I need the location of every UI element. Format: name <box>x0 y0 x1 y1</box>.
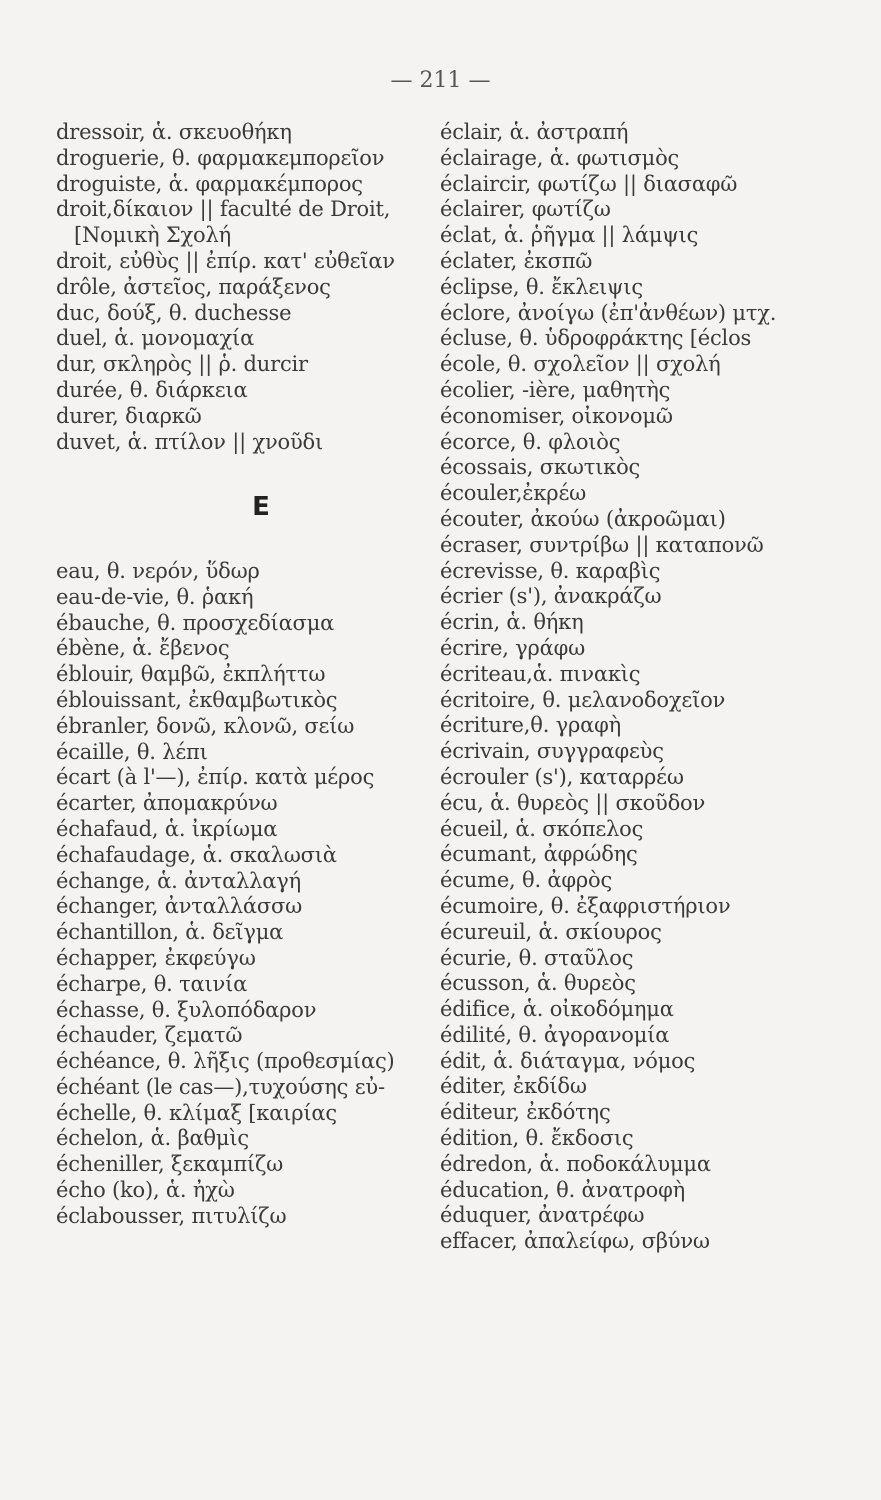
dictionary-entry: éclipse, θ. ἔκλειψις <box>440 274 643 299</box>
dictionary-entry: eau-de-vie, θ. ῥακή <box>56 584 254 609</box>
dictionary-entry: duc, δούξ, θ. duchesse <box>56 300 292 325</box>
dictionary-entry: droguiste, ἁ. φαρμακέμπορος <box>56 171 363 196</box>
dictionary-entry: ébauche, θ. προσχεδίασμα <box>56 610 335 635</box>
dictionary-entry: édit, ἁ. διάταγμα, νόμος <box>440 1048 696 1073</box>
dictionary-entry: droit, εὐθὺς || ἐπίρ. κατ' εὐθεῖαν <box>56 248 395 273</box>
dictionary-entry: écharpe, θ. ταινία <box>56 971 248 996</box>
dictionary-entry: écriteau,ἁ. πινακὶς <box>440 661 641 686</box>
dictionary-entry: écritoire, θ. μελανοδοχεῖον <box>440 687 726 712</box>
dictionary-entry: écluse, θ. ὑδροφράκτης [éclos <box>440 326 752 351</box>
dictionary-entry: école, θ. σχολεῖον || σχολή <box>440 352 721 377</box>
spacer <box>56 533 426 559</box>
dictionary-entry: éditer, ἐκδίδω <box>440 1074 587 1099</box>
dictionary-entry: [Νομικὴ Σχολή <box>74 223 231 248</box>
dictionary-entry: éclabousser, πιτυλίζω <box>56 1203 287 1228</box>
dictionary-entry: écolier, -ière, μαθητὴς <box>440 377 671 402</box>
dictionary-entry: dressoir, ἁ. σκευοθήκη <box>56 120 292 144</box>
dictionary-entry: écossais, σκωτικὸς <box>440 455 641 480</box>
right-column <box>440 120 860 1255</box>
dictionary-entry: édredon, ἁ. ποδοκάλυμμα <box>440 1151 711 1176</box>
dictionary-entry: édifice, ἁ. οἰκοδόμημα <box>440 997 674 1022</box>
dictionary-entry: échelle, θ. κλίμαξ [καιρίας <box>56 1100 337 1125</box>
left-e-entries <box>56 559 426 1230</box>
dictionary-entry: écrin, ἁ. θήκη <box>440 610 584 635</box>
dictionary-entry: ébranler, δονῶ, κλονῶ, σείω <box>56 713 355 738</box>
dictionary-entry: échafaud, ἁ. ἰκρίωμα <box>56 816 278 841</box>
dictionary-entry: éclater, ἐκσπῶ <box>440 248 593 273</box>
dictionary-entry: échanger, ἀνταλλάσσω <box>56 894 303 919</box>
dictionary-entry: écarter, ἀπομακρύνω <box>56 791 278 816</box>
dictionary-entry: écumant, ἀφρώδης <box>440 842 638 867</box>
dictionary-entry: écho (ko), ἁ. ἠχὼ <box>56 1178 235 1203</box>
dictionary-entry: écu, ἁ. θυρεὸς || σκοῦδον <box>440 790 706 815</box>
dictionary-entry: droit,δίκαιον || faculté de Droit, <box>56 197 391 222</box>
dictionary-entry: économiser, οἰκονομῶ <box>440 403 673 428</box>
section-letter: E <box>252 492 270 523</box>
left-column <box>56 120 426 1230</box>
dictionary-entry: échange, ἁ. ἀνταλλαγή <box>56 868 301 893</box>
left-top-entries <box>56 120 426 455</box>
dictionary-entry: écumoire, θ. ἐξαφριστήριον <box>440 893 731 918</box>
dictionary-entry: éclaircir, φωτίζω || διασαφῶ <box>440 171 738 196</box>
dictionary-entry: éditeur, ἐκδότης <box>440 1100 611 1125</box>
dictionary-entry: éclairer, φωτίζω <box>440 197 611 222</box>
dictionary-entry: droguerie, θ. φαρμακεμπορεῖον <box>56 145 385 170</box>
dictionary-entry: échapper, ἐκφεύγω <box>56 945 256 970</box>
dictionary-entry: écueil, ἁ. σκόπελος <box>440 816 644 841</box>
dictionary-entry: écusson, ἁ. θυρεὸς <box>440 971 636 996</box>
dictionary-entry: durée, θ. διάρκεια <box>56 377 248 402</box>
dictionary-entry: échantillon, ἁ. δεῖγμα <box>56 920 284 945</box>
dictionary-entry: éclore, ἀνοίγω (ἐπ'ἀνθέων) μτχ. <box>440 300 777 325</box>
dictionary-entry: écume, θ. ἀφρὸς <box>440 868 613 893</box>
dictionary-entry: échéant (le cas—),τυχούσης εὐ- <box>56 1074 385 1099</box>
dictionary-entry: écrier (s'), ἀνακράζω <box>440 584 662 609</box>
dictionary-entry: drôle, ἀστεῖος, παράξενος <box>56 274 331 299</box>
dictionary-entry: écraser, συντρίβω || καταπονῶ <box>440 532 764 557</box>
dictionary-entry: duvet, ἁ. πτίλον || χνοῦδι <box>56 429 324 454</box>
dictionary-entry: ébène, ἁ. ἔβενος <box>56 636 230 661</box>
dictionary-entry: éduquer, ἀνατρέφω <box>440 1203 645 1228</box>
dictionary-entry: écureuil, ἁ. σκίουρος <box>440 919 662 944</box>
dictionary-entry: éclairage, ἁ. φωτισμὸς <box>440 145 680 170</box>
dictionary-entry: écrire, γράφω <box>440 635 586 660</box>
dictionary-entry: édilité, θ. ἀγορανομία <box>440 1022 670 1047</box>
dictionary-entry: eau, θ. νερόν, ὕδωρ <box>56 558 260 583</box>
dictionary-entry: dur, σκληρὸς || ῥ. durcir <box>56 352 308 377</box>
dictionary-entry: échafaudage, ἁ. σκαλωσιὰ <box>56 842 337 867</box>
dictionary-entry: écouter, ἀκούω (ἀκροῶμαι) <box>440 506 726 531</box>
dictionary-entry: écheniller, ξεκαμπίζω <box>56 1152 284 1177</box>
dictionary-entry: éclat, ἁ. ῥῆγμα || λάμψις <box>440 223 699 248</box>
dictionary-entry: écurie, θ. σταῦλος <box>440 945 634 970</box>
page-number: — 211 — <box>390 68 491 93</box>
dictionary-entry: écart (à l'—), ἐπίρ. κατὰ μέρος <box>56 765 375 790</box>
dictionary-entry: éblouissant, ἐκθαμβωτικὸς <box>56 687 338 712</box>
dictionary-entry: écouler,ἐκρέω <box>440 481 587 506</box>
dictionary-entry: écriture,θ. γραφὴ <box>440 713 622 738</box>
dictionary-entry: éblouir, θαμβῶ, ἐκπλήττω <box>56 662 326 687</box>
dictionary-entry: échelon, ἁ. βαθμὶς <box>56 1126 249 1151</box>
dictionary-entry: effacer, ἀπαλείφω, σβύνω <box>440 1229 710 1254</box>
dictionary-entry: durer, διαρκῶ <box>56 403 202 428</box>
dictionary-entry: échéance, θ. λῆξις (προθεσμίας) <box>56 1049 395 1074</box>
dictionary-entry: éducation, θ. ἀνατροφὴ <box>440 1177 685 1202</box>
dictionary-entry: écaille, θ. λέπι <box>56 739 208 764</box>
dictionary-entry: écrevisse, θ. καραβὶς <box>440 558 661 583</box>
dictionary-entry: écrouler (s'), καταρρέω <box>440 764 684 789</box>
dictionary-entry: éclair, ἁ. ἀστραπή <box>440 120 629 144</box>
dictionary-entry: écrivain, συγγραφεὺς <box>440 739 664 764</box>
spacer <box>56 455 426 481</box>
dictionary-entry: échauder, ζεματῶ <box>56 1023 243 1048</box>
dictionary-entry: échasse, θ. ξυλοπόδαρον <box>56 997 317 1022</box>
dictionary-entry: duel, ἁ. μονομαχία <box>56 326 255 351</box>
dictionary-entry: écorce, θ. φλοιὸς <box>440 429 621 454</box>
dictionary-entry: édition, θ. ἔκδοσις <box>440 1126 634 1151</box>
